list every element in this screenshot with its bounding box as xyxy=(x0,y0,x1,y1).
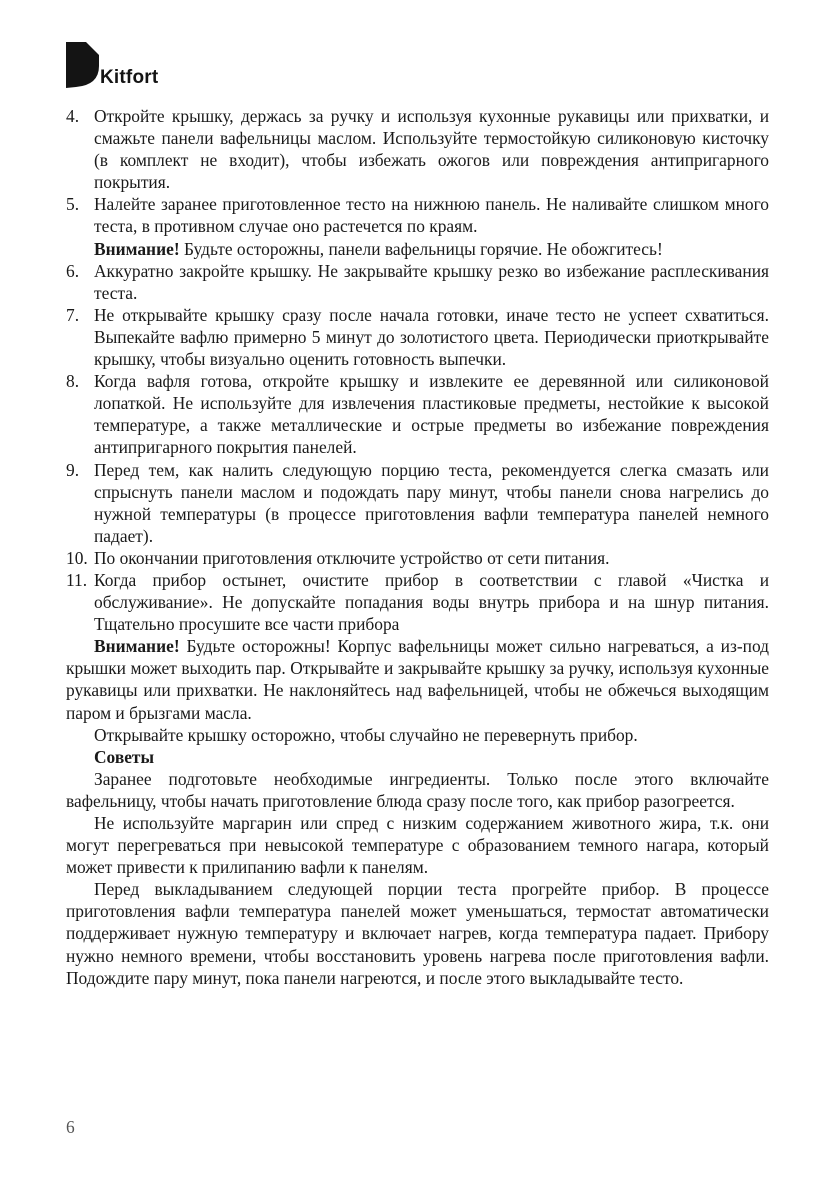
item-text: По окончании приготовления отключите устройство от сети питания. xyxy=(94,547,610,568)
item-text: Не открывайте крышку сразу после начала готовки, иначе тесто не успеет схватиться. Выпекайте вафлю примерно 5 минут до золотистого цвета. Периодически приоткрывайте крышку, чтобы визуально оценить готовность выпечки. xyxy=(94,304,769,370)
warning-text: Будьте осторожны, панели вафельницы горячие. Не обожгитесь! xyxy=(179,238,663,259)
item-number: 9. xyxy=(66,459,80,480)
item-number: 7. xyxy=(66,304,80,325)
list-item xyxy=(66,304,769,370)
warning-text: Будьте осторожны! Корпус вафельницы может сильно нагреваться, а из-под крышки может выходить пар. Открывайте и закрывайте крышку за ручку, используя кухонные рукавицы или прихватки. Не наклоняйтесь над вафельницей, чтобы не обжечься выходящим паром и брызгами масла. xyxy=(66,636,769,723)
tip-paragraph: Не используйте маргарин или спред с низким содержанием животного жира, т.к. они могут перегреваться при невысокой температуре с образованием темного нагара, который может привести к прилипанию вафли к панелям. xyxy=(66,813,769,878)
item-text: Аккуратно закройте крышку. Не закрывайте крышку резко во избежание расплескивания теста. xyxy=(94,260,769,303)
list-item xyxy=(66,569,769,635)
list-item xyxy=(66,193,769,259)
list-item xyxy=(66,370,769,458)
instructions-content xyxy=(66,105,769,989)
item-number: 8. xyxy=(66,371,80,392)
list-item xyxy=(66,105,769,193)
tips-heading: Советы xyxy=(94,746,155,767)
warning-paragraph xyxy=(66,635,769,723)
item-number: 6. xyxy=(66,260,80,281)
item-number: 4. xyxy=(66,106,80,126)
item-text: Откройте крышку, держась за ручку и используя кухонные рукавицы или прихватки, и смажьте панели вафельницы маслом. Используйте термостойкую силиконовую кисточку (в комплект не входит), чтобы избежать ожогов или повреждения антипригарного покрытия. xyxy=(94,106,769,193)
item-warning xyxy=(94,238,769,260)
list-item xyxy=(66,260,769,304)
item-text: Перед тем, как налить следующую порцию теста, рекомендуется слегка смазать или спрыснуть панели маслом и подождать пару минут, чтобы панели снова нагрелись до нужной температуры (в процессе приготовления вафли температура панелей немного падает). xyxy=(94,459,769,546)
item-number: 10. xyxy=(66,547,88,568)
item-text: Когда вафля готова, откройте крышку и извлеките ее деревянной или силиконовой лопаткой. Не используйте для извлечения пластиковые предметы, нестойкие к высокой температуре, а также металлические и острые предметы во избежание повреждения антипригарного покрытия панелей. xyxy=(94,371,769,458)
item-text: Налейте заранее приготовленное тесто на нижнюю панель. Не наливайте слишком много теста, в противном случае оно растечется по краям. xyxy=(94,194,769,237)
page-number: 6 xyxy=(66,1117,75,1137)
tip-paragraph: Заранее подготовьте необходимые ингредиенты. Только после этого включайте вафельницу, чтобы начать приготовление блюда сразу после того, как прибор разогреется. xyxy=(66,768,769,811)
item-text: Когда прибор остынет, очистите прибор в соответствии с главой «Чистка и обслуживание». Не допускайте попадания воды внутрь прибора и на шнур питания. Тщательно просушите все части прибора xyxy=(94,569,769,635)
kitfort-logo-icon xyxy=(66,42,99,88)
item-number: 5. xyxy=(66,194,80,215)
list-item xyxy=(66,459,769,547)
warning-note: Открывайте крышку осторожно, чтобы случайно не перевернуть прибор. xyxy=(94,724,638,745)
tip-paragraph: Перед выкладыванием следующей порции теста прогрейте прибор. В процессе приготовления вафли температура панелей может уменьшаться, термостат автоматически поддерживает нужную температуру и включает нагрев, когда температура падает. Прибору нужно немного времени, чтобы восстановить уровень нагрева после приготовления вафли. Подождите пару минут, пока панели нагреются, и после этого выкладывайте тесто. xyxy=(66,879,769,988)
brand-name: Kitfort xyxy=(100,67,159,88)
item-number: 11. xyxy=(66,569,88,590)
list-item xyxy=(66,547,769,569)
warning-label: Внимание! xyxy=(94,636,180,657)
warning-label: Внимание! xyxy=(94,238,180,259)
brand-logo xyxy=(66,42,158,88)
